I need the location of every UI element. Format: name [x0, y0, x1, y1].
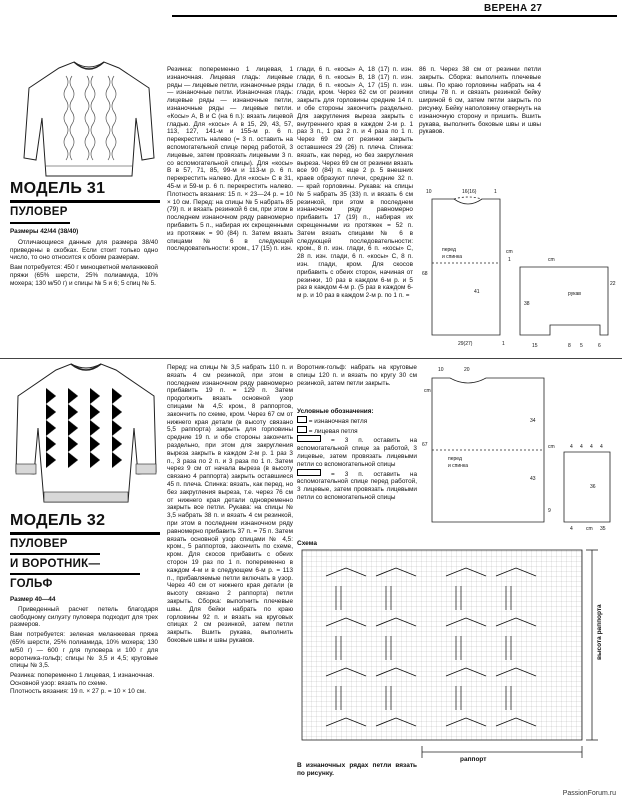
legend-item-purl	[297, 416, 417, 426]
svg-text:cm: cm	[506, 249, 513, 255]
model32-materials: Вам потребуется: зеленая меланжевая пряжа (65% шерсти, 25% полиамида, 10% мохера; 130 м/50 г) — 600 г для пуловера и 100 г для воротника-гольф; спицы № 3,5 и 4,5; круговые спицы № 3,5.	[10, 631, 158, 670]
svg-text:4: 4	[580, 444, 583, 450]
svg-text:1: 1	[508, 257, 511, 263]
knitting-schema-chart	[296, 546, 616, 786]
svg-text:29(27): 29(27)	[458, 341, 473, 347]
legend-cable-back-text: = 3 п. оставить на вспомогательной спице за работой, 3 лицевые, затем провязать лицевыми петли со вспомогательной спицы	[297, 437, 418, 468]
model32-pattern: Основной узор: вязать по схеме.	[10, 679, 108, 687]
model31-materials: Вам потребуется: 450 г миноцветной меланжевой пряжи (65% шерсти, 25% полиамида, 10% мохера; 130 м/50 г) и спицы № 5 и 6; 5 спиц № 5.	[10, 264, 158, 287]
legend-knit-text: = лицевая петля	[308, 427, 358, 435]
svg-text:1: 1	[502, 341, 505, 347]
legend-cable-front-text: = 3 п. оставить на вспомогательной спице перед работой, 3 лицевые, затем провязать лицевыми петли со вспомогательной спицы	[297, 470, 418, 501]
section-divider	[0, 358, 622, 359]
model32-text-col2: Перед: на спицы № 3,5 набрать 110 п. и вязать 4 см резинкой, при этом в последнем изнаночном ряду равномерно прибавить 19 п. = 129 п. Затем продолжить вязать основной узор спицами № 4,5: кром., 8 раппортов, закончить по схеме, кром. Через 67 см от нижнего края детали (в высоту связано 5,5 раппорта) закрыть для горловины средние 19 п. и обе стороны закончить раздельно, при этом для закругления выреза закрыть в каждом 2-м р. 1 раз 3 п., 3 раза по 2 п. и 3 раза по 1 п. Затем через 9 см от начала выреза (в высоту связано 4 раппорта) закрыть оставшиеся 45 п. плеча. Спинка: вязать, как перед, но без закругления выреза, т.е. через 76 см от нижнего края детали одновременно закрыть все петли. Рукава: на спицы № 3,5 набрать 38 п. и вязать 4 см резинкой, при этом в последнем изнаночном ряду равномерно прибавить 37 п. = 75 п. Затем вязать основной узор спицами № 4,5: кром., 5 раппортов, закончить по схеме, кром. Для скосов прибавить с обеих сторон 19 раз по 1 п. попеременно в каждом 4-м и в следующем 6-м р. = 113 п., прибавляемые петли включать в узор. Через 40 см от нижнего края детали (в высоту связано 2 раппорта) петли закрыть. Сборка: выполнить плечевые швы. Для бейки набрать по краю горловины 92 п. и вязать на круговых спицах 2 см резинкой, затем петли закрыть. Вшить рукава, выполнить боковые швы и швы рукавов.	[167, 364, 293, 644]
schema-note: В изнаночных рядах петли вязать по рисунку.	[297, 762, 417, 777]
svg-text:38: 38	[524, 301, 530, 307]
model32-collar: Воротник-гольф: набрать на круговые спицы 120 п. и вязать по кругу 30 см резинкой, затем петли закрыть.	[297, 364, 417, 387]
cable-back-symbol-icon	[297, 435, 321, 442]
legend-item-cable-front	[297, 469, 417, 502]
svg-text:4: 4	[600, 444, 603, 450]
model32-subtitle3: ГОЛЬФ	[10, 578, 53, 590]
svg-text:4: 4	[570, 444, 573, 450]
svg-text:cm: cm	[548, 444, 555, 450]
model32-pattern-diagram	[420, 362, 618, 534]
svg-text:43: 43	[530, 476, 536, 482]
svg-text:5: 5	[580, 343, 583, 349]
model32-title-rule	[10, 532, 160, 535]
svg-text:16(16): 16(16)	[462, 189, 477, 195]
purl-symbol-icon	[297, 416, 307, 423]
svg-text:cm: cm	[424, 388, 431, 394]
model32-intro: Приведенный расчет петель благодаря свободному силуэту пуловера подходит для трех размеров.	[10, 605, 158, 629]
model32-subtitle2-rule	[10, 573, 140, 575]
footer-watermark: PassionForum.ru	[562, 790, 616, 797]
knit-symbol-icon	[297, 426, 307, 433]
model31-sizes: Размеры 42/44 (38/40)	[10, 228, 79, 235]
model31-subtitle-rule	[10, 222, 70, 224]
svg-text:41: 41	[474, 289, 480, 295]
page-header: ВЕРЕНА 27	[484, 3, 543, 14]
model31-pattern-diagram	[420, 185, 618, 355]
svg-text:и спинка: и спинка	[442, 254, 463, 260]
model31-info	[10, 228, 158, 288]
model32-info	[10, 596, 158, 696]
rapport-height-label: высота раппорта	[596, 604, 603, 660]
model31-text-col4: 86 п. Через 38 см от резинки петли закрыть. Сборка: выполнить плечевые швы. По краю горловины набрать на 4 спицы 78 п. и связать резинкой бейку шириной 6 см, затем петли закрыть по рисунку. Бейку наполовину отвернуть на изнаночную сторону и пришить. Вшить рукава, выполнить боковые швы и швы рукавов.	[419, 66, 541, 136]
model31-subtitle: ПУЛОВЕР	[10, 206, 68, 218]
svg-text:4: 4	[590, 444, 593, 450]
svg-text:6: 6	[598, 343, 601, 349]
svg-text:10: 10	[426, 189, 432, 195]
svg-text:15: 15	[532, 343, 538, 349]
svg-text:cm: cm	[586, 526, 593, 532]
svg-text:рукав: рукав	[568, 291, 581, 297]
svg-text:перед: перед	[448, 456, 462, 462]
model32-subtitle1-rule	[10, 553, 100, 555]
model31-title-rule	[10, 200, 160, 203]
model31-text-col3: глади, 6 п. «косы» А, 18 (17) п. изн. глади, 6 п. «косы» В, 18 (17) п. изн. глади, 6 п. «косы» А, 17 (15) п. изн. глади, кром. Через 62 см от резинки закрыть для горловины средние 14 п. и обе стороны закончить раздельно. Для закругления выреза закрыть с внутреннего края в каждом 2-м р. 1 раз 3 п., 1 раз 2 п. и 4 раза по 1 п. Через 69 см от резинки закрыть оставшиеся 29 (26) п. плеча. Спинка: вязать, как перед, но без закругления выреза. Через 69 см от резинки вязать все 90 (84) п. еще 2 р. 5 внешних краев образуют плечи, средние 32 п. — край горловины. Рукава: на спицы № 5 набрать 35 (33) п. и вязать 6 см резинкой, при этом в последнем изнаночном ряду равномерно прибавить 17 (19) п., набирая их скрещенными из протяжек = 52 п. Затем вязать спицами № 6 в следующей последовательности: кром., 8 п. изн. глади, 6 п. «косы» С, 28 п. изн. глади, 6 п. «косы» С, 8 п. изн. глади, кром. Для скосов прибавить с обеих сторон, начиная от резинки, 10 раз в каждом 6-м р. и 5 раз в каждом 4-м р. (5 раз в каждом 6-м р. и 10 раз в каждом 2-м р. по 1 п. =	[297, 66, 413, 300]
svg-text:10: 10	[438, 367, 444, 373]
legend-purl-text: = изнаночная петля	[308, 417, 368, 425]
svg-text:9: 9	[548, 508, 551, 514]
svg-text:1: 1	[494, 189, 497, 195]
model32-legend	[297, 408, 417, 502]
svg-text:34: 34	[530, 418, 536, 424]
svg-text:36: 36	[590, 484, 596, 490]
svg-text:35: 35	[600, 526, 606, 532]
svg-text:cm: cm	[548, 257, 555, 263]
svg-text:68: 68	[422, 271, 428, 277]
model32-subtitle2: И ВОРОТНИК—	[10, 558, 101, 570]
model32-sweater-illustration	[6, 362, 166, 510]
legend-item-cable-back	[297, 435, 417, 468]
model32-density: Плотность вязания: 19 п. × 27 р. = 10 × 10 см.	[10, 687, 146, 695]
rapport-label: раппорт	[460, 756, 487, 763]
legend-title: Условные обозначения:	[297, 408, 374, 415]
model31-intro: Отличающиеся данные для размера 38/40 приведены в скобках. Если стоит только одно число, то оно относится к обоим размерам.	[10, 238, 158, 262]
model32-subtitle1: ПУЛОВЕР	[10, 538, 68, 550]
svg-text:8: 8	[568, 343, 571, 349]
svg-text:перед: перед	[442, 247, 456, 253]
model32-rib: Резинка: попеременно 1 лицевая, 1 изнаночная.	[10, 672, 155, 680]
model31-text-col2: Резинка: попеременно 1 лицевая, 1 изнаночная. Лицевая гладь: лицевые ряды — лицевые петли, изнаночные ряды — изнаночные петли. Изнаночная гладь: лицевые ряды — изнаночные петли, изнаночные ряды — лицевые петли. «Косы» А, В и С (на 6 п.): вязать лицевой гладью. Для «косы» А в 15, 29, 43, 57, 113, 127, 141-м и 155-м р. 6 п. перекрестить налево (= 3 п. оставить на вспомогательной спице перед работой, 3 лицевые, затем провязать лицевыми 3 п. со вспомогательной спицы). Для «косы» В в 57, 71, 85, 99-м и 113-м р. 6 п. перекрестить налево. Для «косы» С в 31, 45-м и 59-м р. 6 п. перекрестить налево. Плотность вязания: 15 п. × 23—24 р. = 10 × 10 см. Перед: на спицы № 5 набрать 85 (79) п. и вязать резинкой 6 см, при этом в последнем изнаночном ряду равномерно прибавить 5 п., набирая их скрещенными из протяжек = 90 (84) п. Затем вязать спицами № 6 в следующей последовательности: кром., 17 (15) п. изн.	[167, 66, 293, 253]
svg-text:20: 20	[464, 367, 470, 373]
svg-text:и спинка: и спинка	[448, 463, 469, 469]
model32-title: МОДЕЛЬ 32	[10, 512, 106, 529]
schema-title: Схема	[297, 540, 318, 547]
svg-text:22: 22	[610, 281, 616, 287]
legend-item-knit	[297, 426, 417, 436]
svg-text:4: 4	[570, 526, 573, 532]
header-rule	[172, 15, 617, 17]
svg-text:67: 67	[422, 442, 428, 448]
model32-size: Размер 40—44	[10, 596, 56, 603]
model31-title: МОДЕЛЬ 31	[10, 180, 106, 197]
cable-front-symbol-icon	[297, 469, 321, 476]
model31-sweater-illustration	[14, 58, 164, 178]
